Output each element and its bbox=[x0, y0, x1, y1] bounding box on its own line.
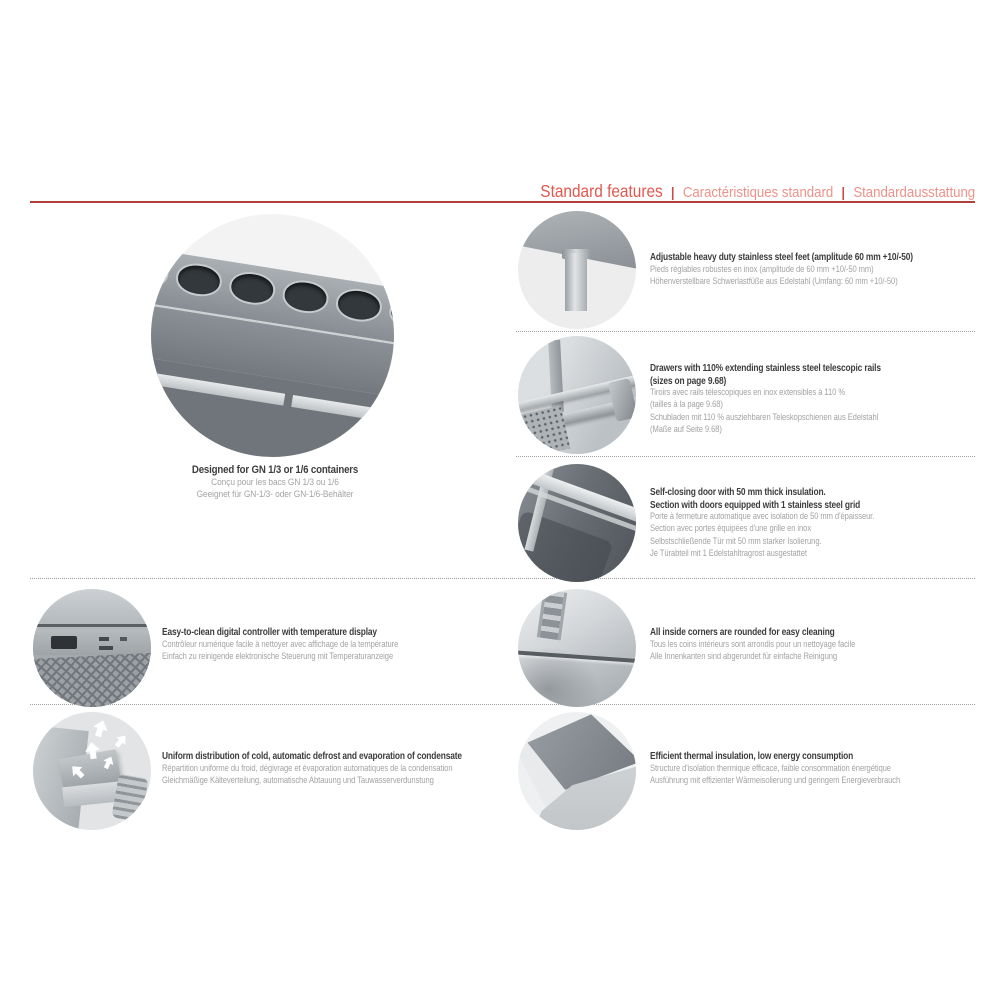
feature-text-thermal-insulation bbox=[650, 750, 978, 787]
header-title-en: Standard features bbox=[540, 181, 663, 201]
display-digit bbox=[99, 646, 113, 650]
gn-pan-opening bbox=[176, 263, 222, 297]
header-title-fr: Caractéristiques standard bbox=[682, 184, 834, 201]
gn-pan-opening bbox=[151, 254, 169, 288]
feature-subtitle-de-line2: Je Türabteil mit 1 Edelstahltragrost ausgestattet bbox=[650, 547, 807, 559]
feature-image-adjustable-feet bbox=[518, 211, 636, 329]
header-pipe: | bbox=[841, 184, 845, 200]
airflow-arrow-icon bbox=[91, 718, 111, 739]
feature-subtitle-de: Schubladen mit 110 % ausziehbaren Teleskopschienen aus Edelstahl bbox=[650, 411, 879, 423]
dotted-separator bbox=[30, 704, 975, 705]
feature-subtitle-fr: Tous les coins intérieurs sont arrondis pour un nettoyage facile bbox=[650, 638, 856, 650]
door-top-edge bbox=[292, 395, 394, 442]
dotted-separator bbox=[516, 331, 975, 332]
feature-subtitle-fr-line2: (tailles à la page 9.68) bbox=[650, 399, 723, 411]
feature-image-digital-controller bbox=[33, 589, 151, 707]
feature-title-line2: (sizes on page 9.68) bbox=[650, 374, 727, 387]
feature-title: Adjustable heavy duty stainless steel feet (amplitude 60 mm +10/-50) bbox=[650, 251, 913, 263]
dotted-separator bbox=[516, 456, 975, 457]
header-rule bbox=[30, 201, 975, 203]
feature-title: Self-closing door with 50 mm thick insulation. bbox=[650, 486, 826, 498]
grid-rack bbox=[537, 590, 567, 641]
feature-subtitle-de: Alle Innenkanten sind abgerundet für einfache Reinigung bbox=[650, 650, 838, 662]
temperature-display bbox=[51, 636, 77, 649]
feature-text-telescopic-rails bbox=[650, 362, 978, 436]
feature-subtitle-de: Ausführung mit effizienter Wärmeisolierung und geringem Energieverbrauch bbox=[650, 774, 901, 786]
feature-subtitle-fr: Répartition uniforme du froid, dégivrage et évaporation automatiques de la condensation bbox=[162, 762, 453, 774]
feature-subtitle-fr: Porte à fermeture automatique avec isolation de 50 mm d'épaisseur. bbox=[650, 511, 875, 523]
gn-worktop-art bbox=[151, 242, 394, 457]
airflow-arrow-icon bbox=[112, 732, 130, 750]
header-title-de: Standardausstattung bbox=[853, 184, 975, 201]
feature-title: Uniform distribution of cold, automatic defrost and evaporation of condensate bbox=[162, 750, 462, 762]
feature-subtitle-de: Höhenverstellbare Schwerlastfüße aus Edelstahl (Umfang: 60 mm +10/-50) bbox=[650, 275, 898, 287]
feature-title-line2: Section with doors equipped with 1 stainless steel grid bbox=[650, 498, 861, 511]
hero-caption-de: Geeignet für GN-1/3- oder GN-1/6-Behälter bbox=[196, 489, 354, 501]
page-header bbox=[540, 181, 975, 202]
feature-subtitle-de: Selbstschließende Tür mit 50 mm starker Isolierung. bbox=[650, 535, 822, 547]
feature-image-rounded-corners bbox=[518, 589, 636, 707]
feature-image-telescopic-rails bbox=[518, 336, 636, 454]
feature-subtitle-fr: Contrôleur numérique facile à nettoyer avec affichage de la température bbox=[162, 638, 399, 650]
hero-caption-en: Designed for GN 1/3 or 1/6 containers bbox=[191, 464, 359, 476]
feature-subtitle-fr-line2: Section avec portes équipées d'une grille en inox bbox=[650, 523, 812, 535]
feature-text-adjustable-feet bbox=[650, 251, 978, 288]
hero-caption-fr: Conçu pour les bacs GN 1/3 ou 1/6 bbox=[211, 477, 339, 489]
feature-subtitle-fr: Structure d'isolation thermique efficace, faible consommation énergétique bbox=[650, 762, 891, 774]
display-digit bbox=[120, 637, 127, 641]
display-digit bbox=[99, 637, 109, 641]
foot-cylinder bbox=[565, 253, 587, 311]
gn-pan-opening bbox=[389, 297, 394, 331]
gn-pan-opening bbox=[336, 288, 382, 322]
feature-image-automatic-defrost bbox=[33, 712, 151, 830]
feature-subtitle-de-line2: (Maße auf Seite 9.68) bbox=[650, 423, 722, 435]
feature-subtitle-fr: Tiroirs avec rails télescopiques en inox extensibles à 110 % bbox=[650, 387, 846, 399]
header-pipe: | bbox=[670, 184, 675, 200]
hero-caption bbox=[73, 464, 478, 502]
gn-pan-opening bbox=[229, 271, 275, 305]
feature-text-digital-controller bbox=[162, 626, 530, 663]
hero-image-gn-containers bbox=[151, 214, 394, 457]
feature-image-self-closing-door bbox=[518, 464, 636, 582]
feature-subtitle-fr: Pieds réglables robustes en inox (amplitude de 60 mm +10/-50 mm) bbox=[650, 263, 874, 275]
feature-title: Efficient thermal insulation, low energy consumption bbox=[650, 750, 854, 762]
feature-text-automatic-defrost bbox=[162, 750, 530, 787]
feature-subtitle-de: Gleichmäßige Kälteverteilung, automatische Abtauung und Tauwasserverdunstung bbox=[162, 774, 434, 786]
feature-image-thermal-insulation bbox=[518, 712, 636, 830]
condenser-coil bbox=[111, 774, 148, 823]
dotted-separator bbox=[30, 578, 975, 579]
feature-subtitle-de: Einfach zu reinigende elektronische Steuerung mit Temperaturanzeige bbox=[162, 650, 394, 662]
ventilation-grille bbox=[33, 653, 151, 707]
feature-title: Easy-to-clean digital controller with temperature display bbox=[162, 626, 377, 638]
panel-groove bbox=[33, 624, 151, 627]
feature-title: All inside corners are rounded for easy cleaning bbox=[650, 626, 835, 638]
gn-pan-opening bbox=[283, 280, 329, 314]
feature-text-rounded-corners bbox=[650, 626, 978, 663]
feature-text-self-closing-door bbox=[650, 486, 978, 560]
feature-title: Drawers with 110% extending stainless steel telescopic rails bbox=[650, 362, 881, 374]
